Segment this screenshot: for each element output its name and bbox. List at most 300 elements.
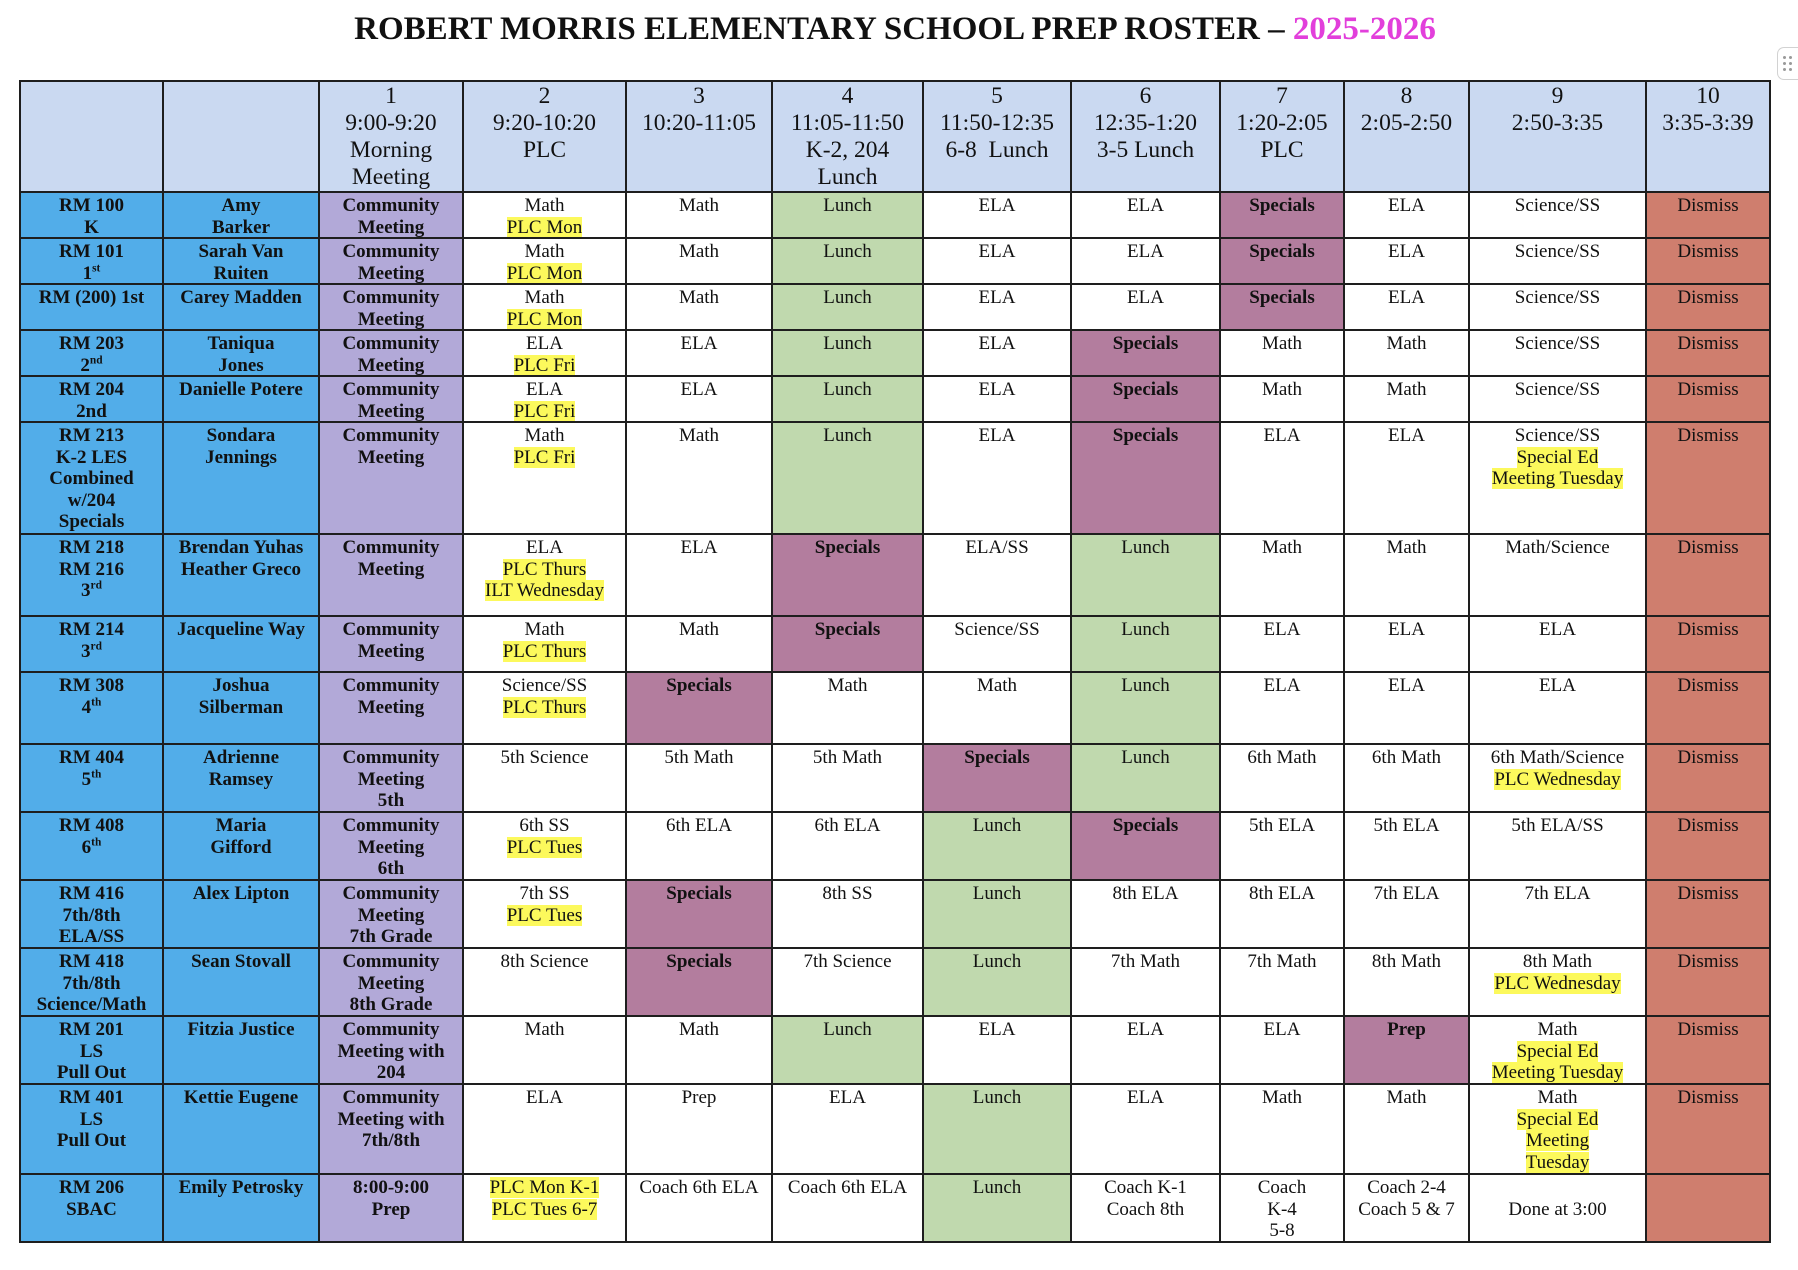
period-2-cell[interactable]	[464, 423, 627, 535]
teacher-cell[interactable]	[164, 1085, 320, 1175]
period-2-cell[interactable]	[464, 745, 627, 813]
period-9-cell[interactable]	[1470, 1017, 1647, 1085]
period-5-cell[interactable]	[924, 745, 1072, 813]
period-8-cell[interactable]	[1345, 285, 1470, 331]
cell-line	[1221, 675, 1343, 697]
period-6-cell[interactable]	[1072, 813, 1221, 881]
period-10-cell[interactable]	[1647, 285, 1771, 331]
room-cell[interactable]	[21, 1017, 164, 1085]
header-period-8[interactable]	[1345, 82, 1470, 193]
period-10-cell[interactable]	[1647, 1085, 1771, 1175]
teacher-cell[interactable]	[164, 193, 320, 239]
period-10-cell[interactable]	[1647, 331, 1771, 377]
period-7-cell[interactable]	[1221, 193, 1345, 239]
header-period-7[interactable]	[1221, 82, 1345, 193]
cell-line	[1072, 110, 1219, 137]
period-6-cell[interactable]	[1072, 285, 1221, 331]
cell-line	[320, 195, 462, 217]
cell-text: Prep	[371, 1198, 411, 1220]
cell-line	[164, 1019, 318, 1041]
cell-line	[21, 675, 162, 697]
period-10-cell[interactable]	[1647, 745, 1771, 813]
period-2-cell[interactable]	[464, 239, 627, 285]
teacher-cell[interactable]	[164, 949, 320, 1017]
cell-text: Math	[1386, 1087, 1427, 1108]
cell-line	[164, 559, 318, 581]
period-6-cell[interactable]	[1072, 535, 1221, 617]
period-1-cell[interactable]	[320, 239, 464, 285]
teacher-cell[interactable]	[164, 535, 320, 617]
cell-line	[1072, 815, 1219, 837]
header-period-5[interactable]	[924, 82, 1072, 193]
period-8-cell[interactable]	[1345, 1017, 1470, 1085]
period-2-cell[interactable]	[464, 1085, 627, 1175]
period-4-cell[interactable]	[773, 881, 924, 949]
cell-line	[1221, 83, 1343, 110]
period-4-cell[interactable]	[773, 331, 924, 377]
period-1-cell[interactable]	[320, 617, 464, 673]
period-1-cell[interactable]	[320, 949, 464, 1017]
room-cell[interactable]	[21, 745, 164, 813]
period-4-cell[interactable]	[773, 813, 924, 881]
teacher-cell[interactable]	[164, 881, 320, 949]
drag-dot	[1783, 62, 1786, 65]
cell-line	[1470, 195, 1645, 217]
cell-text: ELA	[680, 333, 718, 354]
period-1-cell[interactable]	[320, 535, 464, 617]
period-2-cell[interactable]	[464, 377, 627, 423]
period-5-cell[interactable]	[924, 423, 1072, 535]
cell-text: 7	[1276, 83, 1288, 109]
cell-text: Community	[342, 675, 440, 696]
period-7-cell[interactable]	[1221, 673, 1345, 745]
period-3-cell[interactable]	[627, 1085, 773, 1175]
cell-line	[1470, 951, 1645, 973]
room-cell[interactable]	[21, 285, 164, 331]
cell-text: Alex Lipton	[192, 883, 290, 904]
period-1-cell[interactable]	[320, 1175, 464, 1243]
cell-line	[464, 580, 625, 602]
period-4-cell[interactable]	[773, 377, 924, 423]
period-3-cell[interactable]	[627, 285, 773, 331]
period-1-cell[interactable]	[320, 423, 464, 535]
highlight-note: PLC Fri	[513, 446, 576, 468]
period-7-cell[interactable]	[1221, 1085, 1345, 1175]
cell-line	[21, 926, 162, 948]
cell-line	[21, 468, 162, 490]
period-5-cell[interactable]	[924, 1175, 1072, 1243]
period-1-cell[interactable]	[320, 673, 464, 745]
period-10-cell[interactable]	[1647, 949, 1771, 1017]
period-2-cell[interactable]	[464, 673, 627, 745]
room-cell[interactable]	[21, 535, 164, 617]
cell-text: Morning	[349, 137, 433, 163]
period-10-cell[interactable]	[1647, 1175, 1771, 1243]
header-period-9[interactable]	[1470, 82, 1647, 193]
cell-line	[21, 559, 162, 581]
period-9-cell[interactable]	[1470, 193, 1647, 239]
room-cell[interactable]	[21, 881, 164, 949]
period-5-cell[interactable]	[924, 1017, 1072, 1085]
cell-line	[1470, 769, 1645, 791]
period-8-cell[interactable]	[1345, 535, 1470, 617]
period-9-cell[interactable]	[1470, 949, 1647, 1017]
period-5-cell[interactable]	[924, 239, 1072, 285]
cell-line	[1647, 537, 1769, 559]
period-3-cell[interactable]	[627, 193, 773, 239]
cell-text: RM 100	[59, 195, 124, 216]
cell-text: Lunch	[823, 333, 872, 354]
teacher-cell[interactable]	[164, 745, 320, 813]
period-1-cell[interactable]	[320, 331, 464, 377]
teacher-cell[interactable]	[164, 813, 320, 881]
period-10-cell[interactable]	[1647, 673, 1771, 745]
period-3-cell[interactable]	[627, 881, 773, 949]
period-2-cell[interactable]	[464, 881, 627, 949]
header-room-blank[interactable]	[21, 82, 164, 193]
period-6-cell[interactable]	[1072, 331, 1221, 377]
period-1-cell[interactable]	[320, 377, 464, 423]
cell-line	[1221, 1019, 1343, 1041]
room-cell[interactable]	[21, 673, 164, 745]
cell-text: 2:05-2:50	[1360, 110, 1453, 136]
cell-line	[773, 110, 922, 137]
period-10-cell[interactable]	[1647, 193, 1771, 239]
period-7-cell[interactable]	[1221, 239, 1345, 285]
header-period-4[interactable]	[773, 82, 924, 193]
period-1-cell[interactable]	[320, 1085, 464, 1175]
cell-line	[1221, 287, 1343, 309]
period-8-cell[interactable]	[1345, 239, 1470, 285]
cell-line	[320, 425, 462, 447]
cell-text: Dismiss	[1677, 883, 1739, 904]
period-5-cell[interactable]	[924, 673, 1072, 745]
period-7-cell[interactable]	[1221, 423, 1345, 535]
room-cell[interactable]	[21, 1085, 164, 1175]
cell-line	[627, 883, 771, 905]
teacher-cell[interactable]	[164, 617, 320, 673]
period-7-cell[interactable]	[1221, 617, 1345, 673]
header-period-10[interactable]	[1647, 82, 1771, 193]
cell-text: 8th Math	[1522, 951, 1593, 972]
teacher-cell[interactable]	[164, 285, 320, 331]
cell-line	[1072, 137, 1219, 164]
period-3-cell[interactable]	[627, 423, 773, 535]
period-3-cell[interactable]	[627, 535, 773, 617]
teacher-cell[interactable]	[164, 1175, 320, 1243]
period-4-cell[interactable]	[773, 193, 924, 239]
room-cell[interactable]	[21, 1175, 164, 1243]
cell-line	[21, 333, 162, 355]
period-8-cell[interactable]	[1345, 377, 1470, 423]
period-4-cell[interactable]	[773, 423, 924, 535]
cell-line	[1221, 195, 1343, 217]
prep-roster-table	[19, 80, 1771, 1243]
room-cell[interactable]	[21, 813, 164, 881]
cell-line	[924, 747, 1070, 769]
cell-line	[320, 1087, 462, 1109]
period-10-cell[interactable]	[1647, 881, 1771, 949]
cell-text: ELA	[1388, 675, 1425, 696]
period-8-cell[interactable]	[1345, 813, 1470, 881]
cell-text: Dismiss	[1677, 1019, 1739, 1040]
period-3-cell[interactable]	[627, 813, 773, 881]
period-9-cell[interactable]	[1470, 331, 1647, 377]
period-9-cell[interactable]	[1470, 881, 1647, 949]
period-2-cell[interactable]	[464, 535, 627, 617]
period-4-cell[interactable]	[773, 1017, 924, 1085]
period-3-cell[interactable]	[627, 1175, 773, 1243]
header-period-3[interactable]	[627, 82, 773, 193]
period-9-cell[interactable]	[1470, 617, 1647, 673]
cell-text: PLC	[1260, 137, 1304, 163]
cell-text: Danielle Potere	[179, 379, 303, 400]
period-2-cell[interactable]	[464, 331, 627, 377]
cell-text: ELA	[526, 379, 563, 400]
room-cell[interactable]	[21, 239, 164, 285]
cell-line	[1647, 110, 1769, 137]
period-5-cell[interactable]	[924, 881, 1072, 949]
period-6-cell[interactable]	[1072, 1085, 1221, 1175]
teacher-cell[interactable]	[164, 1017, 320, 1085]
cell-line	[21, 619, 162, 641]
period-6-cell[interactable]	[1072, 423, 1221, 535]
drag-dot	[1783, 68, 1786, 71]
cell-text: ELA	[1539, 619, 1576, 640]
room-cell[interactable]	[21, 377, 164, 423]
ordinal-suffix: nd	[89, 354, 103, 367]
cell-text: 6	[1139, 83, 1152, 109]
cell-text: 5th ELA	[1373, 815, 1440, 836]
period-8-cell[interactable]	[1345, 331, 1470, 377]
period-5-cell[interactable]	[924, 813, 1072, 881]
period-4-cell[interactable]	[773, 1085, 924, 1175]
cell-line	[320, 447, 462, 469]
cell-text: Math	[1386, 537, 1427, 558]
period-9-cell[interactable]	[1470, 285, 1647, 331]
period-6-cell[interactable]	[1072, 239, 1221, 285]
cell-line	[320, 537, 462, 559]
teacher-cell[interactable]	[164, 331, 320, 377]
period-8-cell[interactable]	[1345, 617, 1470, 673]
period-7-cell[interactable]	[1221, 535, 1345, 617]
period-8-cell[interactable]	[1345, 193, 1470, 239]
period-5-cell[interactable]	[924, 1085, 1072, 1175]
cell-text: RM 206	[59, 1177, 124, 1198]
period-3-cell[interactable]	[627, 331, 773, 377]
drag-handle-icon[interactable]	[1777, 47, 1798, 80]
period-6-cell[interactable]	[1072, 881, 1221, 949]
period-1-cell[interactable]	[320, 193, 464, 239]
cell-line	[320, 559, 462, 581]
period-7-cell[interactable]	[1221, 813, 1345, 881]
period-1-cell[interactable]	[320, 813, 464, 881]
period-6-cell[interactable]	[1072, 193, 1221, 239]
period-9-cell[interactable]	[1470, 745, 1647, 813]
period-4-cell[interactable]	[773, 617, 924, 673]
cell-line	[320, 137, 462, 164]
cell-line	[1345, 883, 1468, 905]
period-6-cell[interactable]	[1072, 617, 1221, 673]
period-3-cell[interactable]	[627, 617, 773, 673]
header-period-2[interactable]	[464, 82, 627, 193]
cell-text: Silberman	[198, 696, 284, 718]
period-7-cell[interactable]	[1221, 1175, 1345, 1243]
period-6-cell[interactable]	[1072, 377, 1221, 423]
cell-line	[21, 263, 162, 285]
period-8-cell[interactable]	[1345, 423, 1470, 535]
period-3-cell[interactable]	[627, 377, 773, 423]
room-cell[interactable]	[21, 949, 164, 1017]
period-3-cell[interactable]	[627, 745, 773, 813]
cell-text: ELA	[1263, 425, 1301, 446]
period-7-cell[interactable]	[1221, 745, 1345, 813]
header-period-6[interactable]	[1072, 82, 1221, 193]
cell-line	[21, 537, 162, 559]
period-9-cell[interactable]	[1470, 377, 1647, 423]
room-cell[interactable]	[21, 423, 164, 535]
cell-text: Pull Out	[56, 1130, 127, 1152]
period-9-cell[interactable]	[1470, 239, 1647, 285]
teacher-cell[interactable]	[164, 239, 320, 285]
cell-line	[464, 333, 625, 355]
cell-line	[164, 697, 318, 719]
period-3-cell[interactable]	[627, 1017, 773, 1085]
cell-text: 204	[376, 1062, 406, 1084]
cell-line	[1221, 951, 1343, 973]
period-1-cell[interactable]	[320, 285, 464, 331]
cell-text: 3:35-3:39	[1662, 110, 1754, 136]
period-9-cell[interactable]	[1470, 813, 1647, 881]
period-8-cell[interactable]	[1345, 1175, 1470, 1243]
period-6-cell[interactable]	[1072, 1017, 1221, 1085]
period-6-cell[interactable]	[1072, 673, 1221, 745]
period-9-cell[interactable]	[1470, 673, 1647, 745]
teacher-cell[interactable]	[164, 377, 320, 423]
cell-line	[1470, 815, 1645, 837]
cell-text: Science/SS	[1514, 195, 1601, 216]
period-3-cell[interactable]	[627, 673, 773, 745]
header-teacher-blank[interactable]	[164, 82, 320, 193]
cell-line	[164, 263, 318, 285]
cell-line	[464, 309, 625, 331]
period-8-cell[interactable]	[1345, 745, 1470, 813]
period-10-cell[interactable]	[1647, 813, 1771, 881]
period-1-cell[interactable]	[320, 881, 464, 949]
teacher-cell[interactable]	[164, 673, 320, 745]
period-3-cell[interactable]	[627, 239, 773, 285]
period-8-cell[interactable]	[1345, 881, 1470, 949]
cell-line	[320, 309, 462, 331]
period-5-cell[interactable]	[924, 535, 1072, 617]
period-7-cell[interactable]	[1221, 1017, 1345, 1085]
period-10-cell[interactable]	[1647, 239, 1771, 285]
period-4-cell[interactable]	[773, 673, 924, 745]
period-7-cell[interactable]	[1221, 949, 1345, 1017]
period-7-cell[interactable]	[1221, 377, 1345, 423]
period-1-cell[interactable]	[320, 1017, 464, 1085]
cell-text: Dismiss	[1677, 675, 1739, 696]
period-3-cell[interactable]	[627, 949, 773, 1017]
period-5-cell[interactable]	[924, 193, 1072, 239]
period-8-cell[interactable]	[1345, 949, 1470, 1017]
period-8-cell[interactable]	[1345, 1085, 1470, 1175]
period-10-cell[interactable]	[1647, 535, 1771, 617]
cell-text: Meeting	[357, 696, 425, 718]
cell-text: 6-8 Lunch	[945, 137, 1049, 163]
cell-text: Dismiss	[1677, 333, 1739, 354]
cell-text: K-4	[1267, 1198, 1297, 1220]
period-4-cell[interactable]	[773, 1175, 924, 1243]
header-period-1[interactable]	[320, 82, 464, 193]
period-10-cell[interactable]	[1647, 1017, 1771, 1085]
cell-text: Meeting with	[337, 1108, 445, 1130]
period-6-cell[interactable]	[1072, 745, 1221, 813]
period-2-cell[interactable]	[464, 1017, 627, 1085]
period-1-cell[interactable]	[320, 745, 464, 813]
period-5-cell[interactable]	[924, 331, 1072, 377]
period-7-cell[interactable]	[1221, 881, 1345, 949]
period-9-cell[interactable]	[1470, 1085, 1647, 1175]
period-4-cell[interactable]	[773, 285, 924, 331]
highlight-note: PLC Fri	[513, 400, 576, 422]
period-2-cell[interactable]	[464, 1175, 627, 1243]
cell-line	[1221, 333, 1343, 355]
period-10-cell[interactable]	[1647, 423, 1771, 535]
period-5-cell[interactable]	[924, 377, 1072, 423]
period-4-cell[interactable]	[773, 949, 924, 1017]
period-7-cell[interactable]	[1221, 331, 1345, 377]
period-4-cell[interactable]	[773, 535, 924, 617]
cell-text: 6th Math	[1247, 747, 1317, 768]
cell-text: ELA	[978, 379, 1016, 400]
period-2-cell[interactable]	[464, 285, 627, 331]
cell-line	[924, 379, 1070, 401]
period-4-cell[interactable]	[773, 745, 924, 813]
room-cell[interactable]	[21, 617, 164, 673]
cell-text: ELA	[526, 537, 563, 558]
cell-text: Lunch	[1121, 675, 1170, 696]
room-cell[interactable]	[21, 193, 164, 239]
period-9-cell[interactable]	[1470, 535, 1647, 617]
period-9-cell[interactable]	[1470, 423, 1647, 535]
period-6-cell[interactable]	[1072, 949, 1221, 1017]
period-5-cell[interactable]	[924, 285, 1072, 331]
period-5-cell[interactable]	[924, 617, 1072, 673]
period-2-cell[interactable]	[464, 193, 627, 239]
period-9-cell[interactable]	[1470, 1175, 1647, 1243]
cell-line	[320, 858, 462, 880]
cell-line	[21, 511, 162, 533]
period-10-cell[interactable]	[1647, 377, 1771, 423]
period-2-cell[interactable]	[464, 617, 627, 673]
period-4-cell[interactable]	[773, 239, 924, 285]
period-8-cell[interactable]	[1345, 673, 1470, 745]
period-2-cell[interactable]	[464, 813, 627, 881]
period-10-cell[interactable]	[1647, 617, 1771, 673]
period-6-cell[interactable]	[1072, 1175, 1221, 1243]
cell-text: 8th Grade	[349, 994, 433, 1016]
cell-text: RM 203	[59, 333, 124, 354]
highlight-note: ILT Wednesday	[485, 580, 604, 602]
period-7-cell[interactable]	[1221, 285, 1345, 331]
cell-line	[320, 994, 462, 1016]
period-5-cell[interactable]	[924, 949, 1072, 1017]
room-cell[interactable]	[21, 331, 164, 377]
cell-line	[464, 195, 625, 217]
period-2-cell[interactable]	[464, 949, 627, 1017]
teacher-cell[interactable]	[164, 423, 320, 535]
